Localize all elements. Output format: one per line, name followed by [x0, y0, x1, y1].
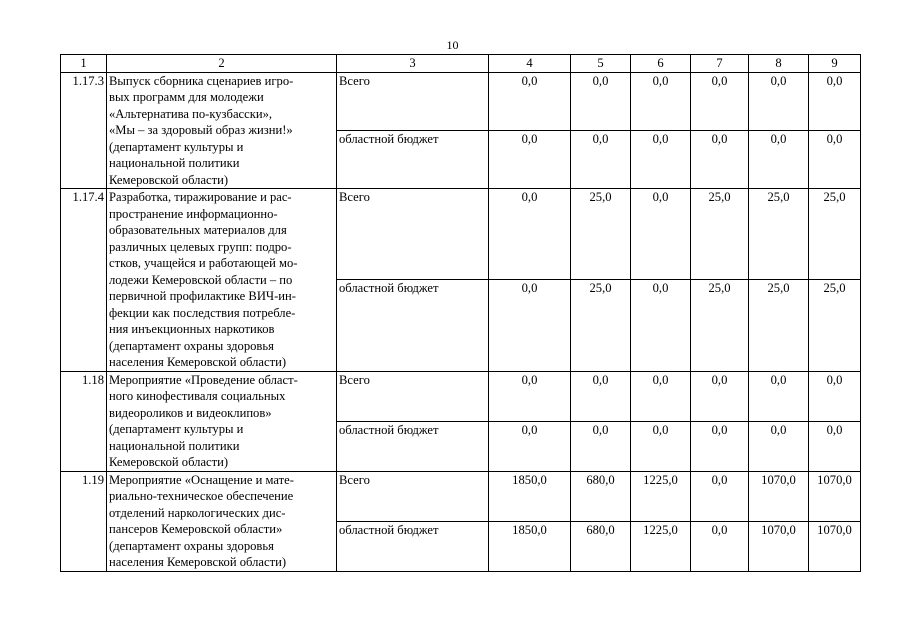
funding-source: областной бюджет [337, 421, 489, 471]
funding-value: 0,0 [749, 421, 809, 471]
table-row [61, 471, 861, 521]
funding-value: 1225,0 [631, 521, 691, 571]
description-line: Кемеровской области) [109, 172, 229, 187]
funding-source: Всего [337, 72, 489, 130]
description-line: Мероприятие «Оснащение и мате- [109, 472, 294, 487]
column-header: 1 [61, 55, 107, 73]
table-row [61, 72, 861, 130]
funding-value: 0,0 [631, 371, 691, 421]
funding-value: 0,0 [691, 72, 749, 130]
description-line: видеороликов и видеоклипов» [109, 405, 272, 420]
measure-description [107, 371, 337, 471]
funding-value: 0,0 [571, 130, 631, 188]
measure-number: 1.19 [61, 471, 107, 571]
funding-value: 0,0 [809, 421, 861, 471]
funding-value: 0,0 [489, 421, 571, 471]
funding-source: областной бюджет [337, 130, 489, 188]
description-line: Мероприятие «Проведение област- [109, 372, 298, 387]
description-line: фекции как последствия потребле- [109, 305, 296, 320]
description-line: «Мы – за здоровый образ жизни!» [109, 123, 293, 137]
measure-description [107, 471, 337, 571]
funding-value: 0,0 [631, 280, 691, 371]
funding-value: 0,0 [749, 371, 809, 421]
description-line: образовательных материалов для [109, 223, 287, 237]
column-header: 6 [631, 55, 691, 73]
funding-value: 0,0 [809, 371, 861, 421]
description-line: пространение информационно- [109, 206, 278, 221]
column-header: 7 [691, 55, 749, 73]
funding-source: Всего [337, 371, 489, 421]
funding-value: 25,0 [571, 280, 631, 371]
funding-value: 0,0 [631, 72, 691, 130]
measure-number: 1.18 [61, 371, 107, 471]
funding-value: 0,0 [809, 72, 861, 130]
description-line: лодежи Кемеровской области – по [109, 272, 293, 287]
table-row [61, 371, 861, 421]
description-line: Кемеровской области) [109, 455, 229, 469]
description-line: пансеров Кемеровской области» [109, 522, 283, 536]
measure-description [107, 189, 337, 372]
funding-value: 0,0 [691, 371, 749, 421]
funding-value: 1850,0 [489, 471, 571, 521]
funding-value: 0,0 [691, 521, 749, 571]
description-line: (департамент культуры и [109, 139, 244, 154]
measure-number: 1.17.3 [61, 72, 107, 189]
description-line: национальной политики [109, 156, 240, 170]
column-header: 3 [337, 55, 489, 73]
funding-value: 0,0 [749, 130, 809, 188]
description-line: населения Кемеровской области) [109, 555, 287, 569]
measure-description [107, 72, 337, 189]
funding-value: 0,0 [489, 371, 571, 421]
funding-source: Всего [337, 189, 489, 280]
funding-value: 25,0 [571, 189, 631, 280]
funding-value: 25,0 [691, 189, 749, 280]
column-header: 8 [749, 55, 809, 73]
description-line: различных целевых групп: подро- [109, 239, 292, 254]
description-line: отделений наркологических дис- [109, 505, 286, 520]
funding-value: 25,0 [809, 189, 861, 280]
table-row [61, 189, 861, 280]
funding-value: 0,0 [571, 421, 631, 471]
funding-source: областной бюджет [337, 280, 489, 371]
funding-source: Всего [337, 471, 489, 521]
column-header: 4 [489, 55, 571, 73]
funding-value: 0,0 [691, 130, 749, 188]
description-line: (департамент охраны здоровья [109, 538, 274, 553]
description-line: населения Кемеровской области) [109, 355, 287, 369]
funding-source: областной бюджет [337, 521, 489, 571]
funding-value: 0,0 [489, 280, 571, 371]
funding-value: 0,0 [631, 130, 691, 188]
measure-number: 1.17.4 [61, 189, 107, 372]
description-line: (департамент культуры и [109, 422, 244, 436]
funding-value: 0,0 [489, 72, 571, 130]
description-line: стков, учащейся и работающей мо- [109, 256, 298, 270]
description-line: национальной политики [109, 438, 240, 453]
description-line: Разработка, тиражирование и рас- [109, 190, 292, 204]
funding-value: 1070,0 [809, 521, 861, 571]
description-line: вых программ для молодежи [109, 90, 264, 104]
description-line: риально-техническое обеспечение [109, 489, 294, 503]
funding-value: 25,0 [809, 280, 861, 371]
funding-value: 1070,0 [749, 521, 809, 571]
funding-value: 0,0 [489, 130, 571, 188]
funding-value: 680,0 [571, 521, 631, 571]
funding-value: 680,0 [571, 471, 631, 521]
program-table [60, 54, 861, 572]
page-number: 10 [446, 38, 459, 52]
funding-value: 1070,0 [749, 471, 809, 521]
column-header: 5 [571, 55, 631, 73]
funding-value: 1070,0 [809, 471, 861, 521]
column-header-row [61, 55, 861, 73]
funding-value: 25,0 [749, 189, 809, 280]
funding-value: 0,0 [809, 130, 861, 188]
column-header: 2 [107, 55, 337, 73]
funding-value: 1225,0 [631, 471, 691, 521]
funding-value: 0,0 [571, 371, 631, 421]
funding-value: 0,0 [749, 72, 809, 130]
funding-value: 25,0 [691, 280, 749, 371]
funding-value: 0,0 [631, 189, 691, 280]
description-line: Выпуск сборника сценариев игро- [109, 73, 294, 88]
description-line: ного кинофестиваля социальных [109, 389, 286, 403]
funding-value: 0,0 [691, 471, 749, 521]
description-line: «Альтернатива по-кузбасски», [109, 106, 273, 121]
description-line: (департамент охраны здоровья [109, 338, 274, 353]
column-header: 9 [809, 55, 861, 73]
funding-value: 0,0 [571, 72, 631, 130]
description-line: первичной профилактике ВИЧ-ин- [109, 289, 296, 303]
funding-value: 1850,0 [489, 521, 571, 571]
funding-value: 0,0 [691, 421, 749, 471]
description-line: ния инъекционных наркотиков [109, 322, 275, 336]
funding-value: 25,0 [749, 280, 809, 371]
funding-value: 0,0 [489, 189, 571, 280]
funding-value: 0,0 [631, 421, 691, 471]
